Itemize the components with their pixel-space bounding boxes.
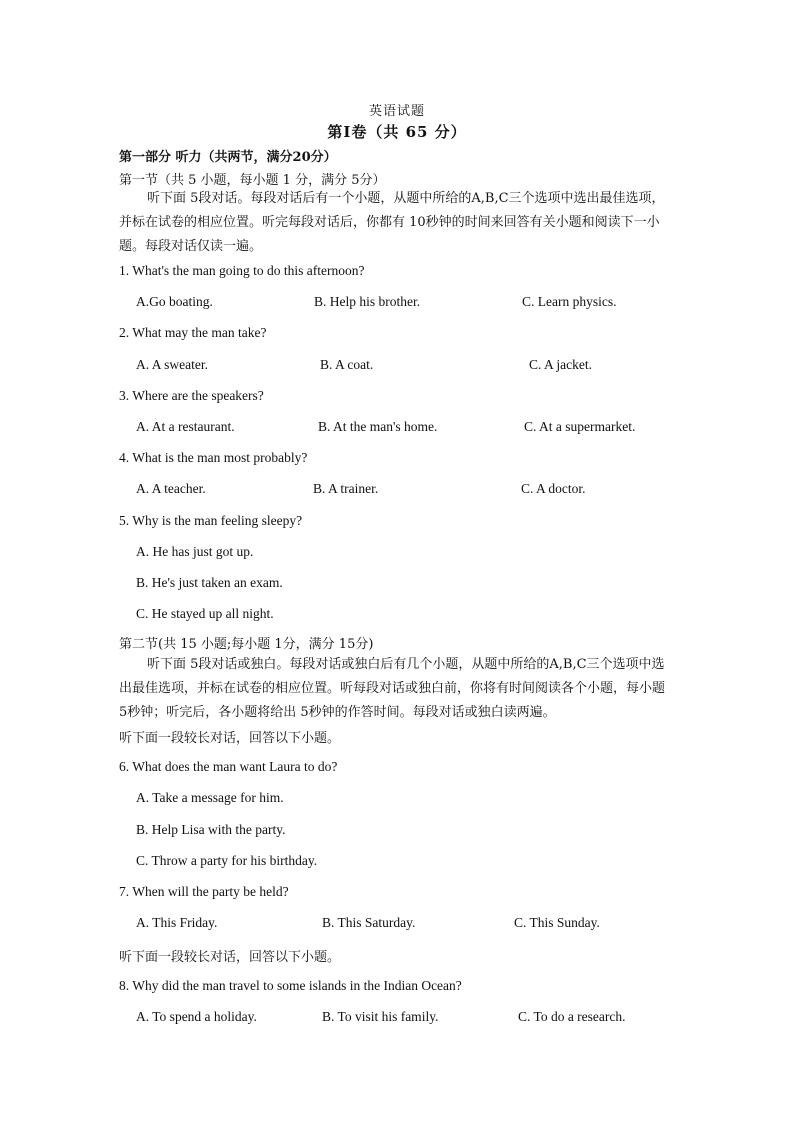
question-2-stem: 2. What may the man take? (119, 325, 267, 340)
question-1-stem: 1. What's the man going to do this afternoon? (119, 263, 365, 278)
question-7-option-b: B. This Saturday. (322, 915, 416, 930)
question-4-option-c: C. A doctor. (521, 481, 586, 496)
question-4-option-a: A. A teacher. (136, 481, 206, 496)
question-8-option-b: B. To visit his family. (322, 1009, 439, 1024)
question-2-option-c: C. A jacket. (529, 357, 592, 372)
question-4-stem: 4. What is the man most probably? (119, 450, 308, 465)
question-3-option-b: B. At the man's home. (318, 419, 438, 434)
question-1-option-c: C. Learn physics. (522, 294, 617, 309)
question-7-option-a: A. This Friday. (136, 915, 218, 930)
question-5-stem: 5. Why is the man feeling sleepy? (119, 513, 303, 528)
question-5-option-b: B. He's just taken an exam. (136, 575, 283, 590)
subject-title: 英语试题 (368, 104, 425, 119)
question-1-option-a: A.Go boating. (136, 294, 213, 309)
part1-title: 第一部分 听力（共两节，满分20分） (119, 150, 337, 165)
question-6-option-c: C. Throw a party for his birthday. (136, 853, 318, 868)
section2-title: 第二节(共 15 小题;每小题 1分，满分 15分) (119, 637, 374, 652)
question-8-option-c: C. To do a research. (518, 1009, 626, 1024)
long-dialogue-note-1: 听下面一段较长对话，回答以下小题。 (119, 731, 341, 746)
section2-instructions: 听下面 5段对话或独白。每段对话或独白后有几个小题，从题中所给的A,B,C三个选项中选出最佳选项，并标在试卷的相应位置。听每段对话或独白前，你将有时间阅读各个小题，每小题 5秒钟；听完后，各小题将给出 5秒钟的作答时间。每段对话或独白读两遍。 (119, 657, 666, 720)
section1-title: 第一节（共 5 小题，每小题 1 分，满分 5分） (119, 173, 386, 188)
question-4-option-b: B. A trainer. (313, 481, 379, 496)
question-5-option-a: A. He has just got up. (136, 544, 254, 559)
section1-instructions: 听下面 5段对话。每段对话后有一个小题，从题中所给的A,B,C三个选项中选出最佳选项，并标在试卷的相应位置。听完每段对话后，你都有 10秒钟的时间来回答有关小题和阅读下一小题。每段对话仅读一遍。 (119, 191, 665, 254)
question-2-option-a: A. A sweater. (136, 357, 208, 372)
question-5-option-c: C. He stayed up all night. (136, 606, 274, 621)
long-dialogue-note-2: 听下面一段较长对话，回答以下小题。 (119, 950, 341, 965)
question-7-stem: 7. When will the party be held? (119, 884, 289, 899)
volume-title: 第Ⅰ卷（共 65 分） (327, 123, 467, 141)
question-3-stem: 3. Where are the speakers? (119, 388, 264, 403)
question-8-option-a: A. To spend a holiday. (136, 1009, 257, 1024)
question-3-option-c: C. At a supermarket. (524, 419, 636, 434)
question-6-option-b: B. Help Lisa with the party. (136, 822, 286, 837)
question-1-option-b: B. Help his brother. (314, 294, 421, 309)
question-3-option-a: A. At a restaurant. (136, 419, 235, 434)
question-8-stem: 8. Why did the man travel to some islands in the Indian Ocean? (119, 978, 462, 993)
question-2-option-b: B. A coat. (320, 357, 374, 372)
question-7-option-c: C. This Sunday. (514, 915, 600, 930)
question-6-option-a: A. Take a message for him. (136, 790, 284, 805)
question-6-stem: 6. What does the man want Laura to do? (119, 759, 338, 774)
